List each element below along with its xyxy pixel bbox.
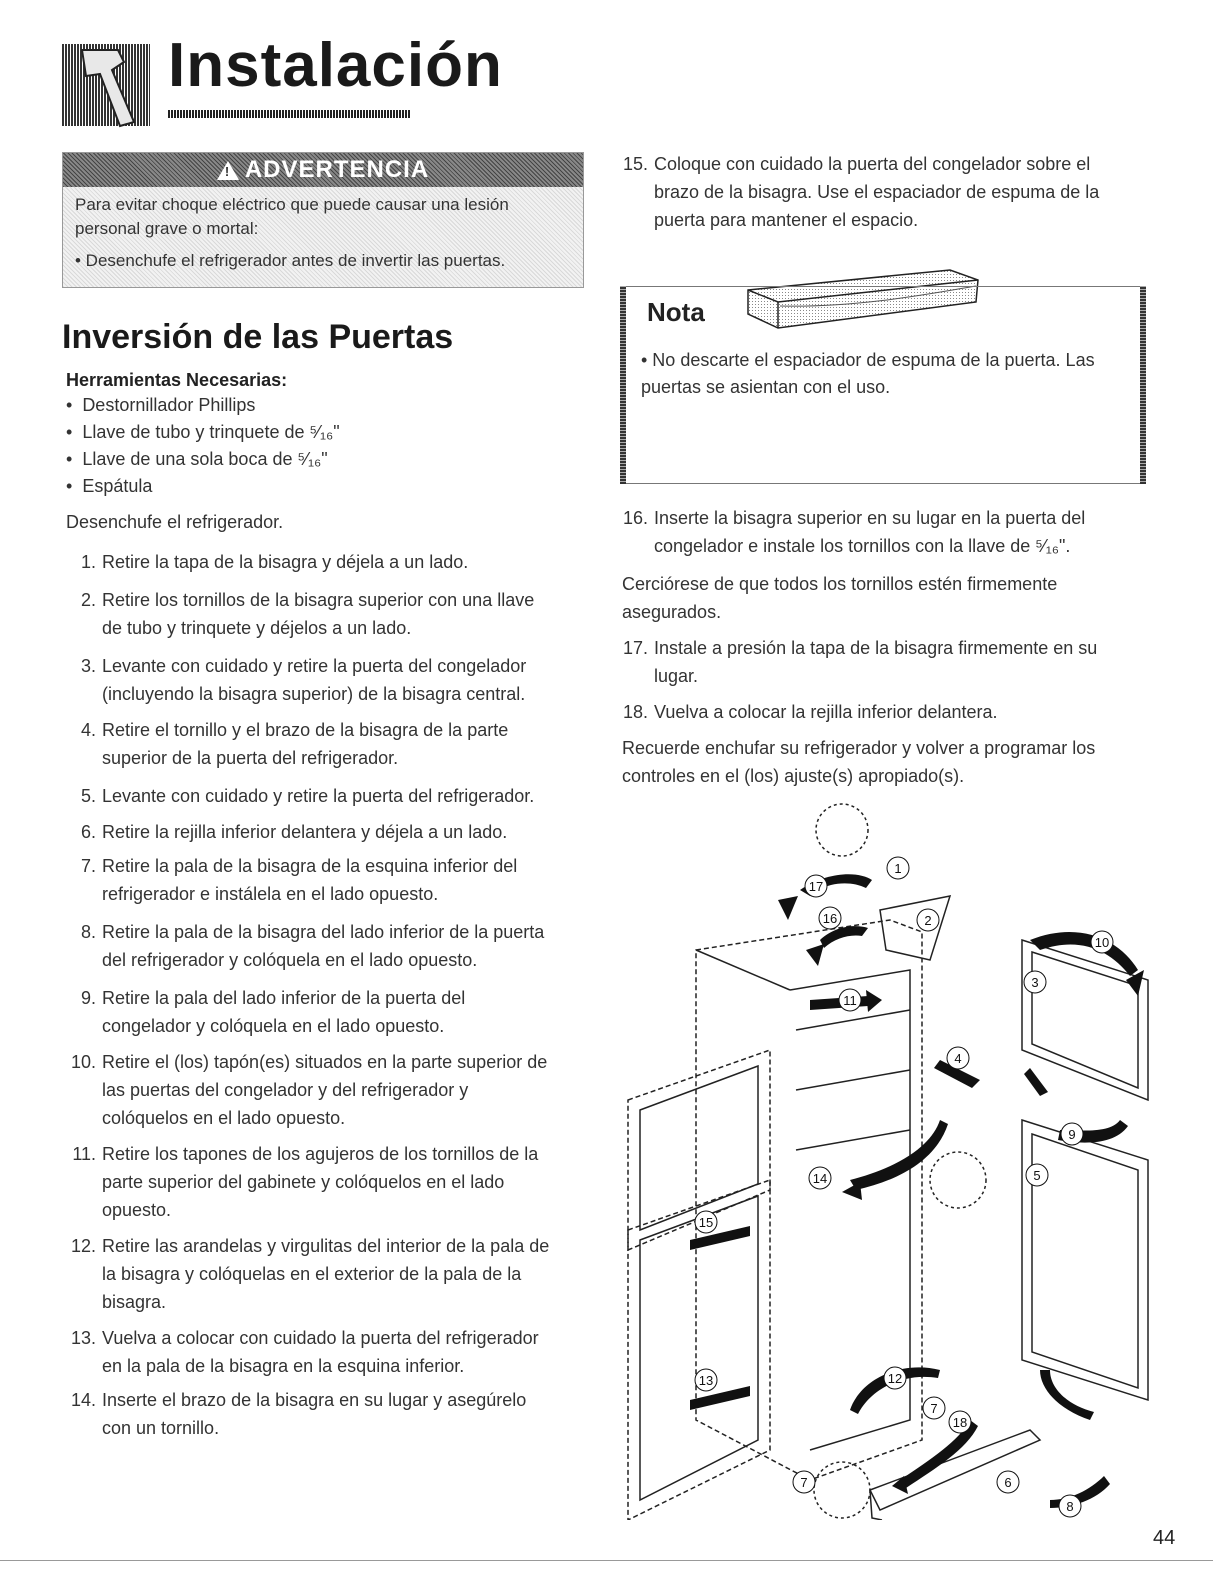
page-title: Instalación [168, 31, 503, 100]
step-15: 15. Coloque con cuidado la puerta del congelador sobre el brazo de la bisagra. Use el espaciador de espuma de la puerta para mantener el espacio. [622, 154, 1100, 230]
note-text: • No descarte el espaciador de espuma de la puerta. Las puertas se asientan con el uso. [641, 350, 1095, 397]
diagram-label: 11 [843, 993, 857, 1008]
door-reversal-diagram [610, 800, 1170, 1520]
warning-header [63, 153, 583, 187]
tool-item: • Llave de tubo y trinquete de ⁵⁄₁₆" [66, 419, 340, 446]
step-4: 4. Retire el tornillo y el brazo de la bisagra de la parte superior de la puerta del refrigerador. [80, 720, 509, 768]
step-13: 13. Vuelva a colocar con cuidado la puerta del refrigerador en la pala de la bisagra en la esquina inferior. [70, 1328, 539, 1376]
step-6: 6. Retire la rejilla inferior delantera y déjela a un lado. [80, 822, 508, 842]
tool-item: • Espátula [66, 473, 340, 500]
step-11: 11. Retire los tapones de los agujeros de los tornillos de la parte superior del gabinete y colóquelos en el lado opuesto. [72, 1144, 539, 1220]
step-3: 3. Levante con cuidado y retire la puerta del congelador (incluyendo la bisagra superior) de la bisagra central. [80, 656, 527, 704]
note-box [620, 286, 1146, 484]
tools-label: Herramientas Necesarias: [66, 370, 288, 390]
section-title: Inversión de las Puertas [62, 318, 454, 356]
check-text: Cerciórese de que todos los tornillos estén firmemente asegurados. [622, 574, 1058, 622]
footer-rule [0, 1560, 1213, 1561]
step-18: 18. Vuelva a colocar la rejilla inferior delantera. [622, 702, 998, 722]
reminder-text: Recuerde enchufar su refrigerador y volver a programar los controles en el (los) ajuste(s) apropiado(s). [622, 738, 1096, 786]
note-title: Nota [647, 297, 705, 327]
warning-text: Para evitar choque eléctrico que puede causar una lesión personal grave o mortal: [75, 195, 509, 238]
diagram-label: 12 [887, 1371, 903, 1386]
tool-item: • Destornillador Phillips [66, 392, 340, 419]
tools-list [66, 392, 340, 500]
step-16: 16. Inserte la bisagra superior en su lugar en la puerta del congelador e instale los tornillos con la llave de ⁵⁄₁₆". [622, 508, 1086, 556]
diagram-label: 1 [894, 861, 902, 876]
note-bar-left [620, 286, 626, 484]
diagram-label: 5 [1033, 1168, 1041, 1183]
diagram-label: 3 [1031, 975, 1039, 990]
diagram-label: 7 [800, 1475, 808, 1490]
step-5: 5. Levante con cuidado y retire la puerta del refrigerador. [80, 786, 535, 806]
diagram-label: 10 [1094, 935, 1110, 950]
step-8: 8. Retire la pala de la bisagra del lado inferior de la puerta del refrigerador y colóquela en el lado opuesto. [80, 922, 545, 970]
step-9: 9. Retire la pala del lado inferior de la puerta del congelador y colóquela en el lado opuesto. [80, 988, 466, 1036]
step-10: 10. Retire el (los) tapón(es) situados en la parte superior de las puertas del congelador y del refrigerador y colóquelos en el lado opuesto. [70, 1052, 548, 1128]
diagram-label: 4 [954, 1051, 962, 1066]
diagram-label: 15 [698, 1215, 714, 1230]
step-17: 17. Instale a presión la tapa de la bisagra firmemente en su lugar. [622, 638, 1098, 686]
diagram-label: 9 [1068, 1127, 1076, 1142]
step-7: 7. Retire la pala de la bisagra de la esquina inferior del refrigerador e instálela en el lado opuesto. [80, 856, 518, 904]
intro-text: Desenchufe el refrigerador. [66, 512, 284, 532]
warning-triangle-icon: ! [217, 161, 239, 180]
tool-item: • Llave de una sola boca de ⁵⁄₁₆" [66, 446, 340, 473]
page-number: 44 [1153, 1527, 1176, 1549]
title-underline [168, 110, 410, 118]
diagram-label: 16 [822, 911, 838, 926]
diagram-label: 2 [924, 913, 932, 928]
diagram-label: 17 [808, 879, 824, 894]
step-12: 12. Retire las arandelas y virgulitas del interior de la pala de la bisagra y colóquelas en el exterior de la pala de la bisagra. [70, 1236, 550, 1312]
warning-bullet: • Desenchufe el refrigerador antes de invertir las puertas. [75, 251, 506, 270]
step-14: 14. Inserte el brazo de la bisagra en su lugar y asegúrelo con un tornillo. [70, 1390, 527, 1438]
step-1: 1. Retire la tapa de la bisagra y déjela a un lado. [80, 552, 469, 572]
diagram-label: 13 [698, 1373, 714, 1388]
installation-wrench-icon [62, 40, 154, 130]
step-2: 2. Retire los tornillos de la bisagra superior con una llave de tubo y trinquete y déjelos a un lado. [80, 590, 535, 638]
diagram-label: 7 [930, 1401, 938, 1416]
warning-box [62, 152, 584, 288]
diagram-label: 8 [1066, 1499, 1074, 1514]
diagram-label: 14 [812, 1171, 828, 1186]
diagram-label: 18 [952, 1415, 968, 1430]
diagram-label: 6 [1004, 1475, 1012, 1490]
warning-heading: ADVERTENCIA [244, 156, 430, 183]
